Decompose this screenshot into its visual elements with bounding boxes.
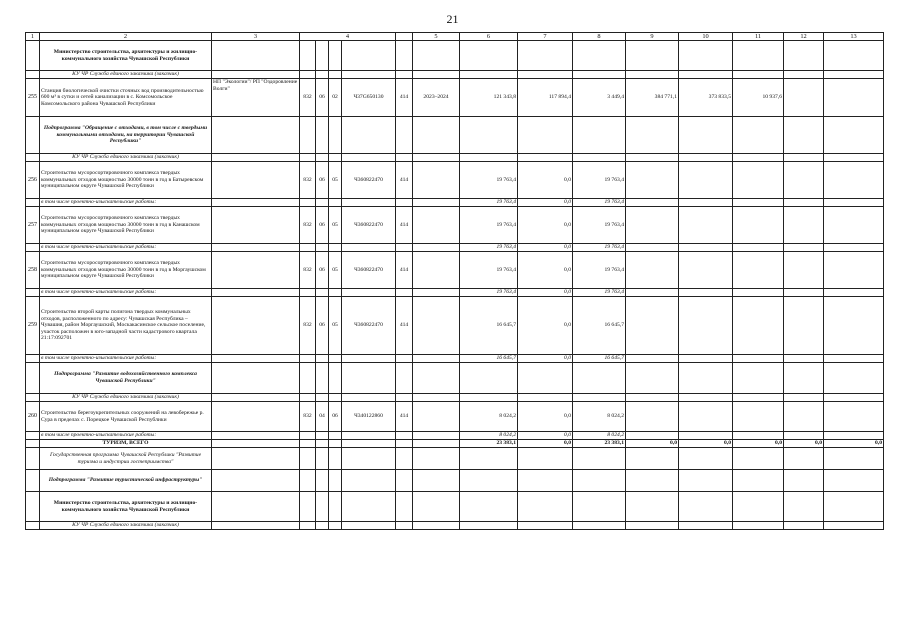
- value-cell: 0,0: [518, 207, 573, 244]
- header-cell: 6: [460, 33, 518, 41]
- code-cell: Ч360822470: [342, 297, 396, 355]
- subprogram-row: [26, 470, 884, 492]
- value-cell: 19 763,4: [573, 252, 626, 289]
- header-cell: 1: [26, 33, 40, 41]
- value-cell: 0,0: [518, 297, 573, 355]
- value-cell: 373 833,5: [679, 79, 733, 117]
- code-cell: 832: [300, 297, 316, 355]
- design-works-label: в том числе проектно-изыскательские работы:: [40, 289, 212, 297]
- object-name: Строительство мусоросортировочного комплекса твердых коммунальных отходов мощностью 30000 тонн в год в Моргаушском муниципальном округе Чувашской Республики: [40, 252, 212, 289]
- code-cell: 414: [396, 207, 413, 244]
- row-number: 258: [26, 252, 40, 289]
- code-cell: 414: [396, 297, 413, 355]
- code-cell: 05: [329, 297, 342, 355]
- customer-label: КУ ЧР Служба единого заказчика (заказчик): [40, 154, 212, 162]
- table-row: [26, 207, 884, 244]
- code-cell: 832: [300, 162, 316, 199]
- value-cell: 3 449,4: [573, 79, 626, 117]
- value-cell: 19 763,4: [460, 244, 518, 252]
- value-cell: 0,0: [518, 402, 573, 432]
- customer-row: [26, 71, 884, 79]
- value-cell: 19 763,4: [573, 244, 626, 252]
- value-cell: 19 763,4: [460, 289, 518, 297]
- subprogram-label: Подпрограмма "Развитие туристической инфраструктуры": [40, 470, 212, 492]
- value-cell: 16 645,7: [573, 297, 626, 355]
- value-cell: 8 024,2: [460, 402, 518, 432]
- code-cell: 414: [396, 252, 413, 289]
- code-cell: 06: [316, 207, 329, 244]
- value-cell: 19 763,4: [460, 199, 518, 207]
- subprogram-row: [26, 363, 884, 394]
- header-cell: 4: [300, 33, 396, 41]
- customer-row: [26, 394, 884, 402]
- code-cell: 414: [396, 162, 413, 199]
- code-cell: 05: [329, 162, 342, 199]
- state-program-label: Государственная программа Чувашской Республики "Развитие туризма и индустрии гостеприимства": [40, 448, 212, 470]
- table-row: [26, 79, 884, 117]
- header-cell: 2: [40, 33, 212, 41]
- value-cell: 19 763,4: [460, 207, 518, 244]
- construction-objects-table: [25, 32, 884, 530]
- code-cell: Ч360822470: [342, 162, 396, 199]
- ministry-label: Министерство строительства, архитектуры и жилищно-коммунального хозяйства Чувашской Республики: [40, 492, 212, 522]
- table-row: [26, 162, 884, 199]
- code-cell: 06: [316, 79, 329, 117]
- ministry-row: [26, 492, 884, 522]
- code-cell: 05: [329, 207, 342, 244]
- code-cell: 06: [316, 252, 329, 289]
- customer-label: КУ ЧР Служба единого заказчика (заказчик): [40, 522, 212, 530]
- total-value: 23 383,1: [460, 440, 518, 448]
- value-cell: 0,0: [518, 289, 573, 297]
- value-cell: 16 645,7: [460, 297, 518, 355]
- code-cell: 04: [316, 402, 329, 432]
- value-cell: 19 763,4: [460, 162, 518, 199]
- code-cell: Ч37G650130: [342, 79, 396, 117]
- header-cell: [396, 33, 413, 41]
- ministry-label: Министерство строительства, архитектуры и жилищно-коммунального хозяйства Чувашской Республики: [40, 41, 212, 71]
- header-cell: 12: [784, 33, 824, 41]
- value-cell: 16 645,7: [573, 355, 626, 363]
- code-cell: 05: [329, 252, 342, 289]
- state-program-row: [26, 448, 884, 470]
- value-cell: 16 645,7: [460, 355, 518, 363]
- value-cell: 0,0: [518, 244, 573, 252]
- subprogram-row: [26, 117, 884, 154]
- code-cell: 832: [300, 252, 316, 289]
- header-cell: 7: [518, 33, 573, 41]
- project-name: НП "Экологии"/ РП "Оздоровление Волги": [212, 79, 300, 117]
- header-cell: 5: [413, 33, 460, 41]
- code-cell: 06: [329, 402, 342, 432]
- code-cell: Ч360822470: [342, 207, 396, 244]
- value-cell: 8 024,2: [460, 432, 518, 440]
- design-works-label: в том числе проектно-изыскательские работы:: [40, 355, 212, 363]
- ministry-row: [26, 41, 884, 71]
- value-cell: 0,0: [518, 355, 573, 363]
- header-cell: 8: [573, 33, 626, 41]
- header-cell: 10: [679, 33, 733, 41]
- header-row: [26, 33, 884, 41]
- object-name: Строительство второй карты полигона твердых коммунальных отходов, расположенного по адресу: Чувашская Республика – Чувашия, район Моргаушский, Москакасинское сельское поселение, участок расположен в юго-западной части кадастрового квартала 21:17:092701: [40, 297, 212, 355]
- object-name: Строительство мусоросортировочного комплекса твердых коммунальных отходов мощностью 30000 тонн в год в Канашском муниципальном округе Чувашской Республики: [40, 207, 212, 244]
- header-cell: 13: [824, 33, 884, 41]
- object-name: Строительство берегоукрепительных сооружений на левобережье р. Сура в пределах с. Порецкое Чувашской Республики: [40, 402, 212, 432]
- row-number: 257: [26, 207, 40, 244]
- header-cell: 9: [626, 33, 679, 41]
- customer-label: КУ ЧР Служба единого заказчика (заказчик): [40, 71, 212, 79]
- total-row: [26, 440, 884, 448]
- page-number: 21: [446, 12, 459, 26]
- value-cell: 19 763,4: [573, 199, 626, 207]
- header-cell: 11: [733, 33, 784, 41]
- value-cell: 19 763,4: [573, 162, 626, 199]
- design-works-row: [26, 355, 884, 363]
- value-cell: 19 763,4: [573, 289, 626, 297]
- value-cell: 0,0: [518, 432, 573, 440]
- design-works-row: [26, 432, 884, 440]
- value-cell: 0,0: [518, 162, 573, 199]
- total-value: 0,0: [824, 440, 884, 448]
- table-row: [26, 402, 884, 432]
- total-value: 0,0: [626, 440, 679, 448]
- row-number: 260: [26, 402, 40, 432]
- code-cell: 06: [316, 297, 329, 355]
- code-cell: 414: [396, 79, 413, 117]
- row-number: 255: [26, 79, 40, 117]
- value-cell: 0,0: [518, 199, 573, 207]
- value-cell: 19 763,4: [573, 207, 626, 244]
- value-cell: 19 763,4: [460, 252, 518, 289]
- customer-label: КУ ЧР Служба единого заказчика (заказчик): [40, 394, 212, 402]
- total-value: 23 383,1: [573, 440, 626, 448]
- code-cell: Ч360822470: [342, 252, 396, 289]
- value-cell: 117 894,4: [518, 79, 573, 117]
- code-cell: Ч340122860: [342, 402, 396, 432]
- table-row: [26, 297, 884, 355]
- row-number: 259: [26, 297, 40, 355]
- subprogram-label: Подпрограмма "Развитие водохозяйственного комплекса Чувашской Республики": [40, 363, 212, 394]
- design-works-row: [26, 289, 884, 297]
- value-cell: 121 343,8: [460, 79, 518, 117]
- header-cell: 3: [212, 33, 300, 41]
- total-value: 0,0: [784, 440, 824, 448]
- code-cell: 414: [396, 402, 413, 432]
- design-works-row: [26, 244, 884, 252]
- table-row: [26, 252, 884, 289]
- customer-row: [26, 154, 884, 162]
- value-cell: 0,0: [518, 252, 573, 289]
- code-cell: 832: [300, 79, 316, 117]
- object-name: Станция биологической очистки сточных вод производительностью 600 м³ в сутки и сетей канализации в с. Комсомольское Комсомольского района Чувашской Республики: [40, 79, 212, 117]
- value-cell: 8 024,2: [573, 432, 626, 440]
- code-cell: 02: [329, 79, 342, 117]
- code-cell: 832: [300, 207, 316, 244]
- row-number: 256: [26, 162, 40, 199]
- design-works-label: в том числе проектно-изыскательские работы:: [40, 432, 212, 440]
- customer-row: [26, 522, 884, 530]
- value-cell: 384 771,1: [626, 79, 679, 117]
- code-cell: 06: [316, 162, 329, 199]
- code-cell: 832: [300, 402, 316, 432]
- subprogram-label: Подпрограмма "Обращение с отходами, в том числе с твердыми коммунальными отходами, на территории Чувашской Республики": [40, 117, 212, 154]
- total-value: 0,0: [733, 440, 784, 448]
- years-cell: 2023–2024: [413, 79, 460, 117]
- design-works-row: [26, 199, 884, 207]
- design-works-label: в том числе проектно-изыскательские работы:: [40, 244, 212, 252]
- total-label: ТУРИЗМ, ВСЕГО: [40, 440, 212, 448]
- total-value: 0,0: [518, 440, 573, 448]
- value-cell: 10 937,6: [733, 79, 784, 117]
- total-value: 0,0: [679, 440, 733, 448]
- value-cell: 8 024,2: [573, 402, 626, 432]
- object-name: Строительство мусоросортировочного комплекса твердых коммунальных отходов мощностью 30000 тонн в год в Батыревском муниципальном округе Чувашской Республики: [40, 162, 212, 199]
- design-works-label: в том числе проектно-изыскательские работы:: [40, 199, 212, 207]
